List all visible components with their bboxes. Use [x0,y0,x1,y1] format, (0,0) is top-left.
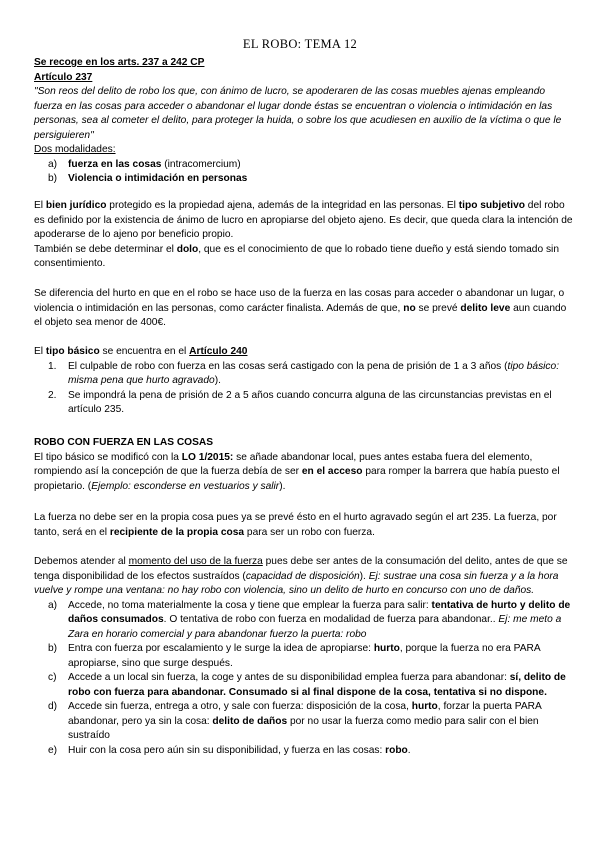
text-run: por no usar la fuerza como medio para salir con el bien sustraído [68,715,539,741]
articulo-quote: "Son reos del delito de robo los que, con ánimo de lucro, se apoderaren de las cosas muebles ajenas empleando fuerza en las cosas para acceder o abandonar el lugar donde éstas se encuentran o violencia o intimidación en las personas, sea al cometer el delito, para proteger la huida, o sobre los que acudiesen en auxilio de la víctima o que le persiguieren" [34,86,562,141]
recoge-heading: Se recoge en los arts. 237 a 242 CP [34,57,205,68]
text-run: sí, delito de robo con fuerza para abandonar. Consumado si al final dispone de la cosa, tentativa si no dispone. [68,672,566,698]
list-item [34,744,574,759]
robo-fuerza-section [34,436,574,494]
text-run: ). [279,480,286,492]
text-run: . [407,744,411,756]
text-run: fuerza en las cosas [68,158,162,170]
text-run: Ej: sustrae una cosa sin fuerza y a la hora vuelve y rompe una ventana: no hay robo con violencia, sino un delito de hurto en concurso con uno de daños. [34,570,559,596]
text-run: tipo básico [45,346,100,357]
text-run: c) [48,672,57,683]
cases-list [34,599,574,759]
text-run: (intracomercium) [161,158,241,170]
text-run: no [403,302,416,314]
list-item [34,599,574,643]
text-run: delito leve [460,302,511,314]
text-run: se añade abandonar local, pues antes estaba fuera del elemento, rompiendo así la concepción de que la fuerza debía de ser [34,451,533,477]
text-run: Se impondrá la pena de prisión de 2 a 5 años cuando concurra alguna de las circunstancias previstas en el artículo 235. [68,389,552,415]
text-run: a) [48,599,58,611]
text-run: momento del uso de la fuerza [128,556,263,567]
text-run: b) [48,173,58,184]
tipo-basico-section [34,345,574,418]
text-run: aun cuando el objeto sea menor de 400€. [34,302,567,328]
section-heading: ROBO CON FUERZA EN LAS COSAS [34,437,214,448]
text-run: El tipo básico se modificó con la [34,451,182,463]
text-run: e) [48,744,58,756]
text-run: Accede sin fuerza, entrega a otro, y sale con fuerza: disposición de la cosa, [68,701,412,712]
text-run: recipiente de la propia cosa [109,526,245,538]
list-item [34,158,574,173]
text-run: robo [385,744,408,756]
text-run: Huir con la cosa pero aún sin su disponibilidad, y fuerza en las cosas: [68,744,386,756]
list-item [34,700,574,744]
page-title: EL ROBO: TEMA 12 [242,37,358,51]
list-item [34,172,574,187]
text-run: tipo básico: misma pena que hurto agravado [68,360,560,386]
text-run: Violencia o intimidación en personas [68,173,248,184]
text-run: Artículo 240 [189,346,248,357]
text-run: para ser un robo con fuerza. [244,526,375,538]
text-run: , porque la fuerza no era PARA apropiarse, sino que surge después. [68,643,541,669]
text-run: capacidad de disposición [245,570,360,582]
bien-juridico-paragraph [34,199,574,272]
text-run: , forzar la puerta PARA abandonar, pero ya sin la cosa: [68,701,542,727]
text-run: También se debe determinar el [34,243,177,255]
list-item [34,671,574,700]
text-run: La fuerza no debe ser en la propia cosa pues ya se prevé ésto en el hurto agravado según el art 235. La fuerza, por tanto, será en el [34,512,557,538]
text-run: LO 1/2015: [181,451,234,463]
text-run: hurto [373,643,400,654]
tipo-basico-list [34,360,574,418]
text-run: 2. [48,389,57,401]
text-run: protegido es la propiedad ajena, además de la integridad en las personas. El [106,200,459,211]
text-run: tentativa de hurto y delito de daños consumados [68,599,571,625]
text-run: hurto [411,701,438,712]
list-item [34,642,574,671]
momento-fuerza-paragraph [34,555,574,758]
text-run: 1. [48,360,57,372]
text-run: Accede, no toma materialmente la cosa y tiene que emplear la fuerza para salir: [68,599,432,611]
text-run: bien jurídico [45,200,107,211]
text-run: Entra con fuerza por escalamiento y le surge la idea de apropiarse: [68,643,374,654]
modalidades-label: Dos modalidades: [34,144,116,155]
text-run: dolo [176,243,199,255]
text-run: para romper la barrera que había puesto el propietario. ( [34,466,560,492]
text-run: pues debe ser antes de la consumación del delito, antes de que se tenga disponibilidad de los efectos sustraídos ( [34,556,568,582]
diferencia-paragraph [34,287,574,331]
text-run: ). [359,570,369,582]
text-run: b) [48,643,58,654]
text-run: en el acceso [301,466,363,477]
text-run: Ejemplo: esconderse en vestuarios y salir [91,480,280,492]
text-run: El [34,346,46,357]
text-run: se encuentra en el [99,346,190,357]
text-run: El culpable de robo con fuerza en las cosas será castigado con la pena de prisión de 1 a 3 años ( [68,360,508,372]
list-item [34,389,574,418]
text-run: Ej: me meto a Zara en horario comercial y para abandonar fuerzo la puerta: robo [68,614,562,640]
text-run: d) [48,701,58,712]
fuerza-recipiente-paragraph [34,511,574,540]
text-run: a) [48,158,58,170]
modalidades-list [34,158,574,187]
text-run: Se diferencia del hurto en que en el robo se hace uso de la fuerza en las cosas para acceder o abandonar un lugar, o violencia o intimidación en las personas, como carácter finalista. Además de que, [34,288,565,314]
text-run: , que es el conocimiento de que lo robado tiene dueño y está siendo tomado sin consentimiento. [34,243,559,269]
text-run: . O tentativa de robo con fuerza en modalidad de fuerza para abandonar.. [163,614,499,625]
articulo-heading: Artículo 237 [34,71,93,83]
list-item [34,360,574,389]
text-run: El [34,200,46,211]
lo-2015-paragraph [34,451,574,495]
text-run: tipo subjetivo [458,200,525,211]
text-run: Accede a un local sin fuerza, la coge y antes de su disponibilidad emplea fuerza para abandonar: [68,672,510,683]
text-run: Debemos atender al [34,556,129,567]
intro-section [34,56,574,187]
text-run: del robo es definido por la existencia de ánimo de lucro en apropiarse del objeto ajeno. Es decir, que queda clara la intención de apoderarse de lo ajeno por beneficio propio. [34,200,573,240]
text-run: delito de daños [212,715,288,727]
text-run: ). [214,375,221,386]
text-run: se prevé [415,302,461,314]
